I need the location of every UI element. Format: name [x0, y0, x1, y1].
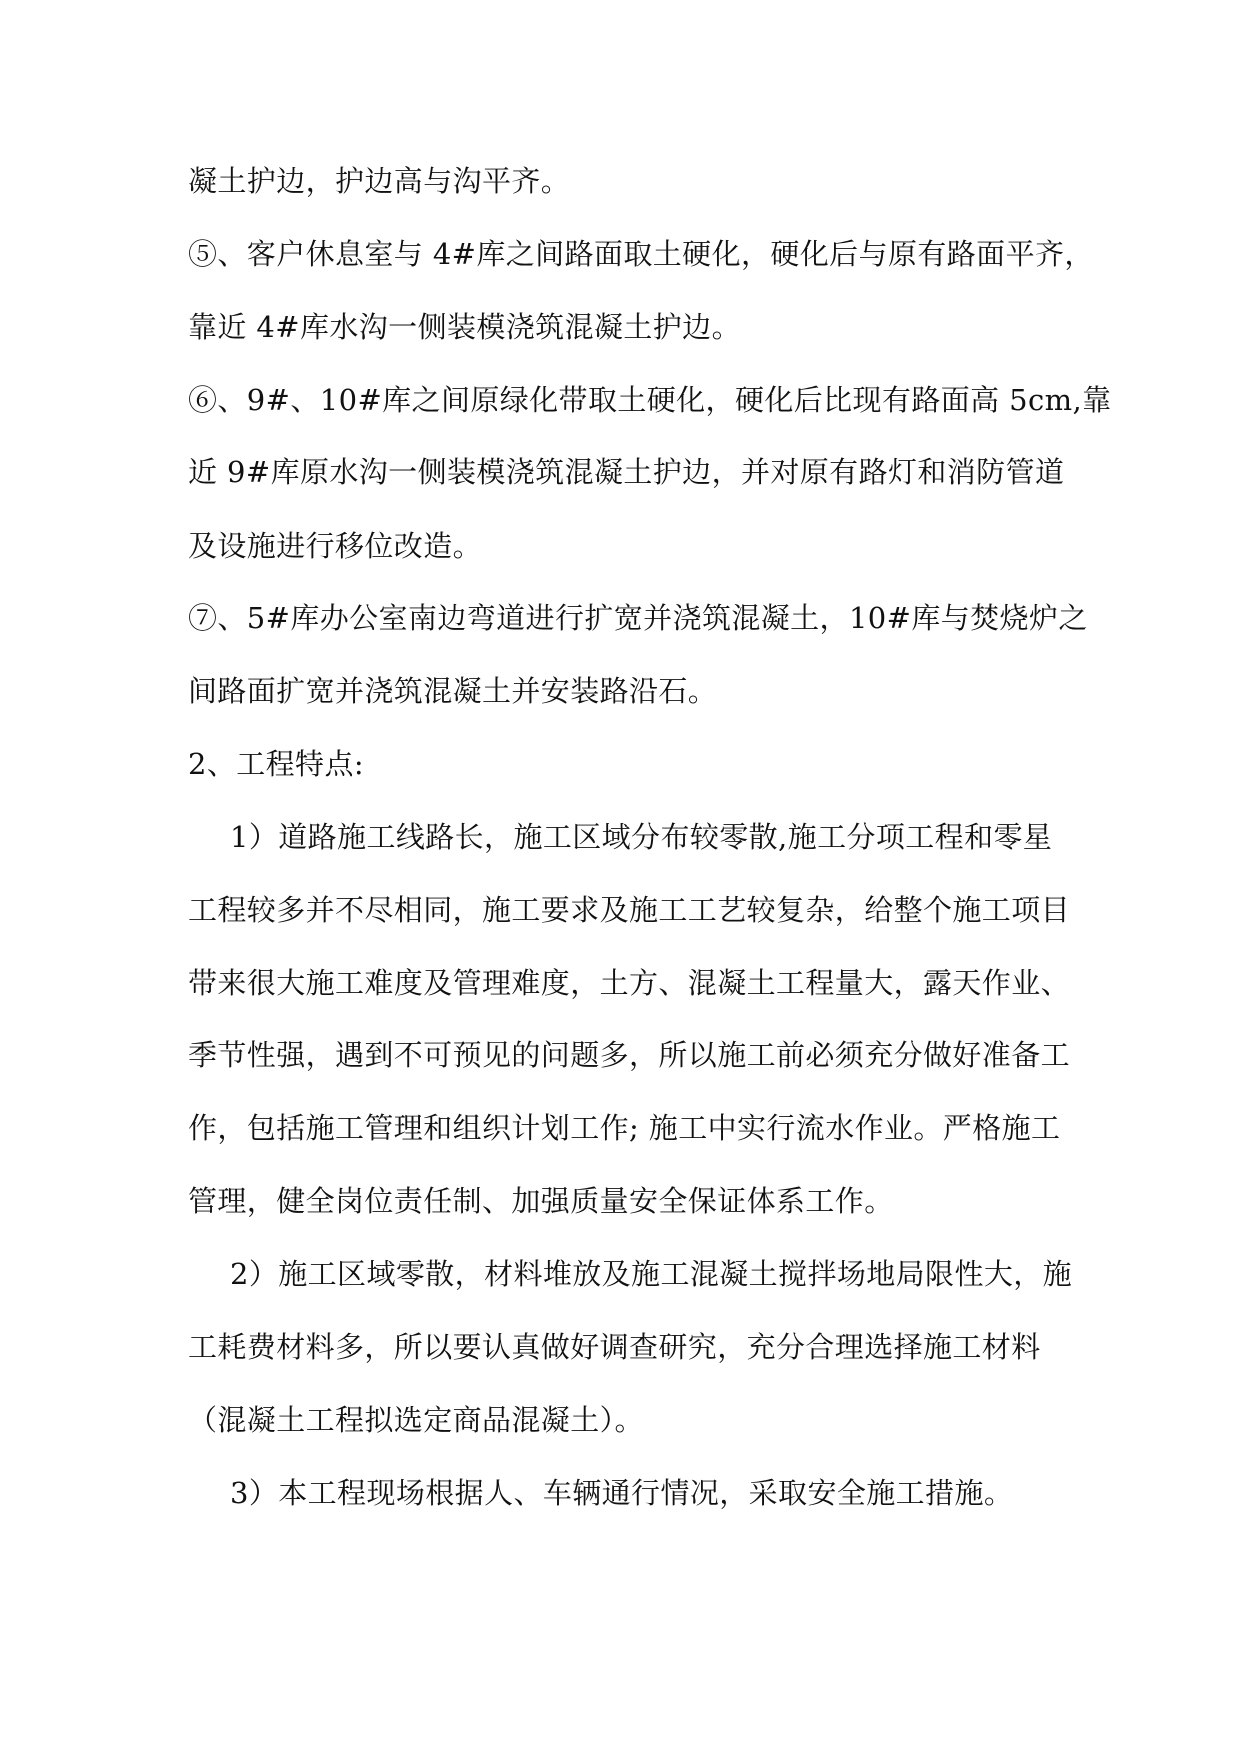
text-line: ⑦、5#库办公室南边弯道进行扩宽并浇筑混凝土，10#库与焚烧炉之: [188, 601, 1088, 635]
text-line: 1）道路施工线路长，施工区域分布较零散,施工分项工程和零星: [230, 820, 1053, 854]
text-line: 3）本工程现场根据人、车辆通行情况，采取安全施工措施。: [230, 1476, 1014, 1510]
section-heading: 2、工程特点:: [188, 747, 365, 781]
text-line: ⑥、9#、10#库之间原绿化带取土硬化，硬化后比现有路面高 5cm,靠: [188, 383, 1112, 417]
text-line: 凝土护边，护边高与沟平齐。: [188, 164, 571, 198]
text-line: 作，包括施工管理和组织计划工作; 施工中实行流水作业。严格施工: [188, 1111, 1061, 1145]
text-line: 工耗费材料多，所以要认真做好调查研究，充分合理选择施工材料: [188, 1330, 1041, 1364]
text-line: ⑤、客户休息室与 4#库之间路面取土硬化，硬化后与原有路面平齐，: [188, 237, 1094, 271]
text-line: 靠近 4#库水沟一侧装模浇筑混凝土护边。: [188, 310, 741, 344]
text-line: 间路面扩宽并浇筑混凝土并安装路沿石。: [188, 674, 718, 708]
text-line: 及设施进行移位改造。: [188, 529, 483, 563]
text-line: 管理，健全岗位责任制、加强质量安全保证体系工作。: [188, 1184, 894, 1218]
text-line: 工程较多并不尽相同，施工要求及施工工艺较复杂，给整个施工项目: [188, 893, 1071, 927]
text-line: 近 9#库原水沟一侧装模浇筑混凝土护边，并对原有路灯和消防管道: [188, 455, 1065, 489]
text-line: （混凝土工程拟选定商品混凝土）。: [188, 1403, 644, 1437]
text-line: 季节性强，遇到不可预见的问题多，所以施工前必须充分做好准备工: [188, 1038, 1071, 1072]
text-line: 带来很大施工难度及管理难度，土方、混凝土工程量大，露天作业、: [188, 966, 1071, 1000]
text-line: 2）施工区域零散，材料堆放及施工混凝土搅拌场地局限性大，施: [230, 1257, 1073, 1291]
